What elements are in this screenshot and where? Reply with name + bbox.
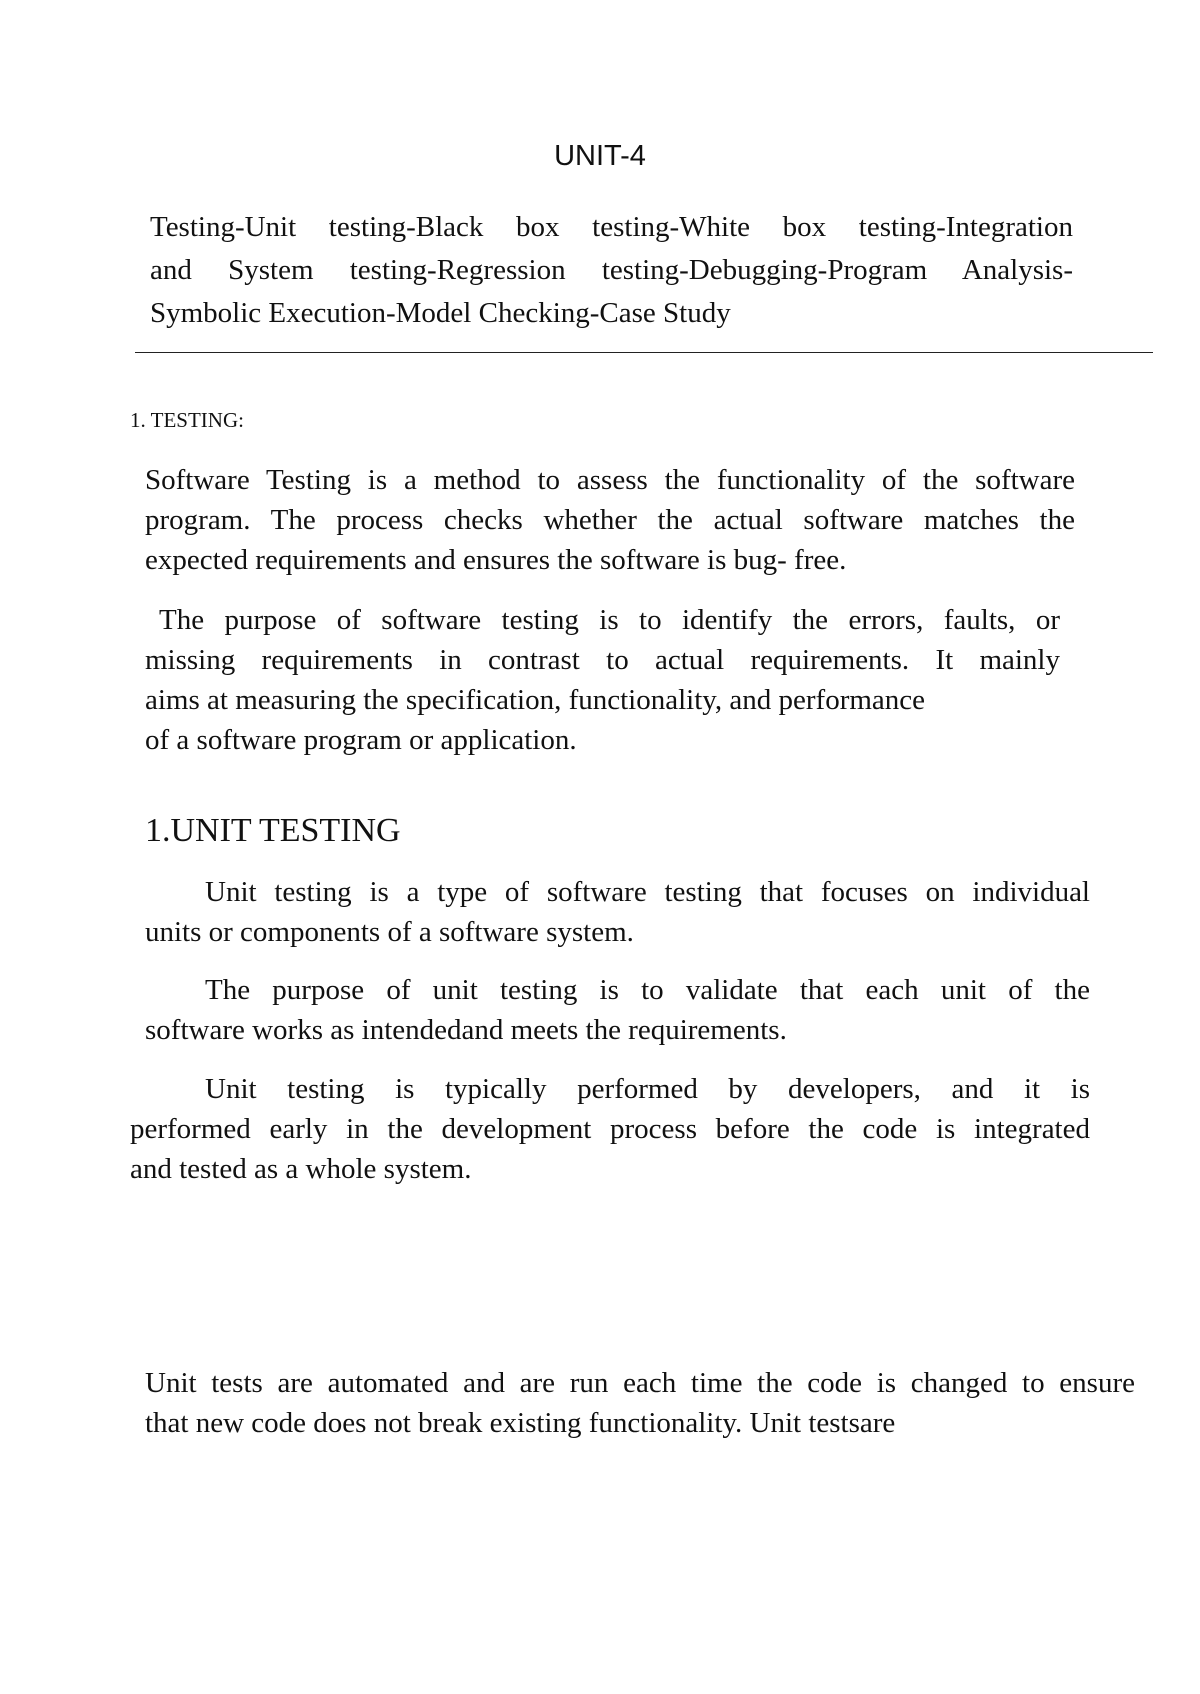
unit-testing-developers-paragraph <box>130 1069 1090 1189</box>
unit-tests-automation-paragraph <box>145 1363 1135 1443</box>
paragraph-line: The purpose of software testing is to identify the errors, faults, or <box>159 604 1060 636</box>
paragraph-line: of a software program or application. <box>145 724 577 756</box>
paragraph-line: Unit tests are automated and are run each time the code is changed to ensure <box>145 1367 1135 1399</box>
section-label-testing: 1. TESTING: <box>130 408 244 432</box>
unit-title: UNIT-4 <box>554 140 646 172</box>
paragraph-line: units or components of a software system. <box>145 916 634 948</box>
topics-line: Symbolic Execution-Model Checking-Case Study <box>150 297 731 329</box>
paragraph-line: The purpose of unit testing is to validate that each unit of the <box>205 974 1090 1006</box>
paragraph-line: Software Testing is a method to assess the functionality of the software <box>145 464 1075 496</box>
paragraph-line: program. The process checks whether the actual software matches the <box>145 504 1075 536</box>
paragraph-line: software works as intendedand meets the requirements. <box>145 1014 787 1046</box>
testing-definition-paragraph <box>145 460 1075 580</box>
paragraph-line: Unit testing is a type of software testing that focuses on individual <box>205 876 1090 908</box>
topics-line: and System testing-Regression testing-Debugging-Program Analysis- <box>150 254 1073 286</box>
unit-testing-purpose-paragraph <box>145 970 1090 1050</box>
paragraph-line: performed early in the development process before the code is integrated <box>130 1113 1090 1145</box>
unit-testing-heading: 1.UNIT TESTING <box>145 812 401 849</box>
horizontal-divider <box>135 352 1153 353</box>
paragraph-line: expected requirements and ensures the software is bug- free. <box>145 544 847 576</box>
testing-purpose-paragraph <box>145 600 1060 760</box>
unit-testing-definition-paragraph <box>145 872 1090 952</box>
paragraph-line: aims at measuring the specification, functionality, and performance <box>145 684 926 716</box>
unit-topics <box>150 206 1073 335</box>
topics-line: Testing-Unit testing-Black box testing-White box testing-Integration <box>150 211 1073 243</box>
paragraph-line: and tested as a whole system. <box>130 1153 472 1185</box>
paragraph-line: Unit testing is typically performed by developers, and it is <box>205 1073 1090 1105</box>
paragraph-line: that new code does not break existing functionality. Unit testsare <box>145 1407 896 1439</box>
paragraph-line: missing requirements in contrast to actual requirements. It mainly <box>145 644 1060 676</box>
